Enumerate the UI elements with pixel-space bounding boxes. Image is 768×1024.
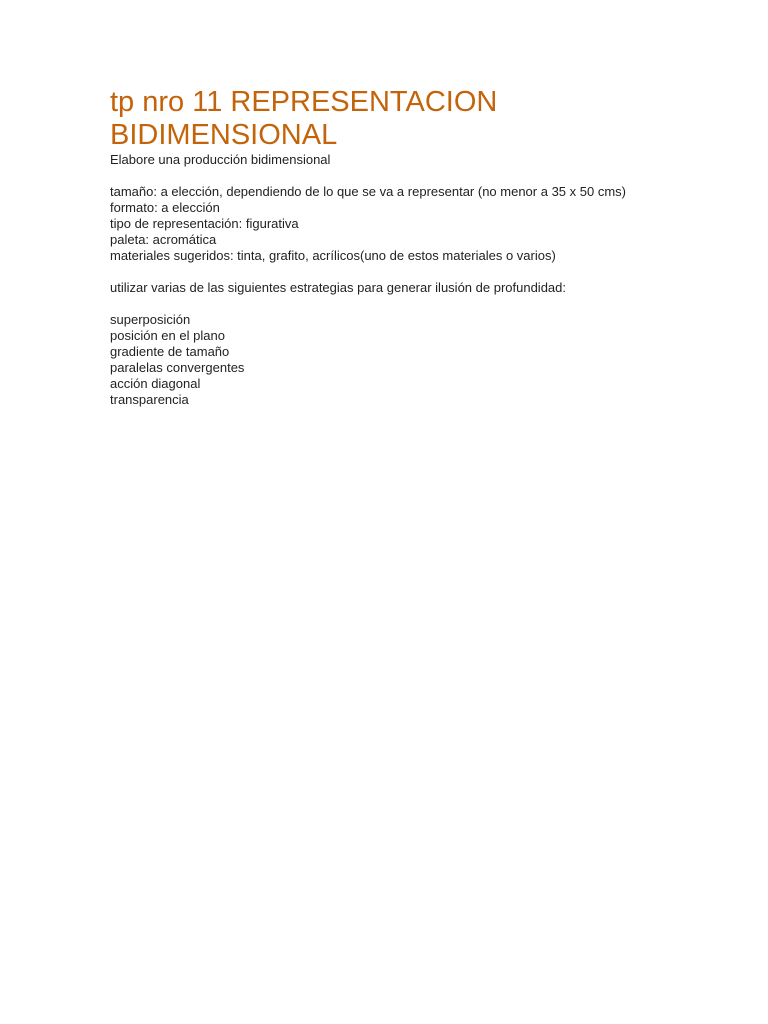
strategy-item: superposición xyxy=(110,312,191,327)
spec-size: tamaño: a elección, dependiendo de lo que se va a representar (no menor a 35 x 50 cms) xyxy=(110,184,626,199)
strategy-item: acción diagonal xyxy=(110,376,201,391)
blank-line xyxy=(110,168,650,184)
intro-text: Elabore una producción bidimensional xyxy=(110,152,331,167)
strategy-item: posición en el plano xyxy=(110,328,225,343)
strategy-item: paralelas convergentes xyxy=(110,360,245,375)
strategies-list xyxy=(110,312,650,408)
spec-palette: paleta: acromática xyxy=(110,232,217,247)
strategy-item: gradiente de tamaño xyxy=(110,344,230,359)
blank-line xyxy=(110,296,650,312)
spec-format: formato: a elección xyxy=(110,200,220,215)
spec-representation-type: tipo de representación: figurativa xyxy=(110,216,299,231)
strategies-intro: utilizar varias de las siguientes estrategias para generar ilusión de profundidad: xyxy=(110,280,566,295)
specs-list xyxy=(110,184,650,264)
document-title: tp nro 11 REPRESENTACION BIDIMENSIONAL xyxy=(110,86,498,151)
document-page xyxy=(110,86,650,408)
document-body xyxy=(110,152,650,408)
strategy-item: transparencia xyxy=(110,392,189,407)
blank-line xyxy=(110,264,650,280)
spec-materials: materiales sugeridos: tinta, grafito, acrílicos(uno de estos materiales o varios) xyxy=(110,248,556,263)
